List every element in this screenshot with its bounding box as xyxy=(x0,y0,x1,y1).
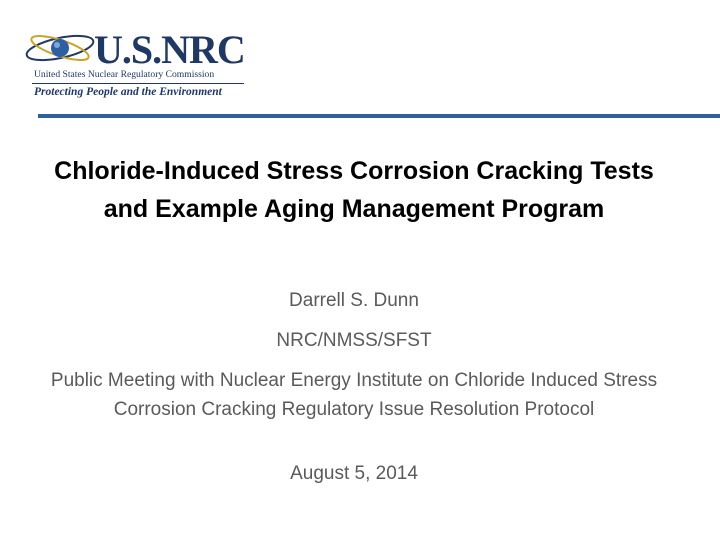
presentation-date: August 5, 2014 xyxy=(290,463,418,484)
presenter-office: NRC/NMSS/SFST xyxy=(276,330,432,351)
logo-wordmark: U.S.NRC xyxy=(94,27,245,72)
meeting-description: Public Meeting with Nuclear Energy Institute on Chloride Induced Stress Corrosion Cracking Regulatory Issue Resolution Protocol xyxy=(50,370,658,420)
slide-title: Chloride-Induced Stress Corrosion Cracking Tests and Example Aging Management Program xyxy=(54,157,654,223)
presenter-name: Darrell S. Dunn xyxy=(289,290,419,311)
atom-orbit-icon xyxy=(22,28,102,72)
nrc-logo xyxy=(22,27,245,100)
logo-agency-name: United States Nuclear Regulatory Commission xyxy=(34,69,215,80)
header-divider xyxy=(38,114,720,118)
logo-divider xyxy=(32,83,244,84)
logo-tagline: Protecting People and the Environment xyxy=(34,86,222,98)
